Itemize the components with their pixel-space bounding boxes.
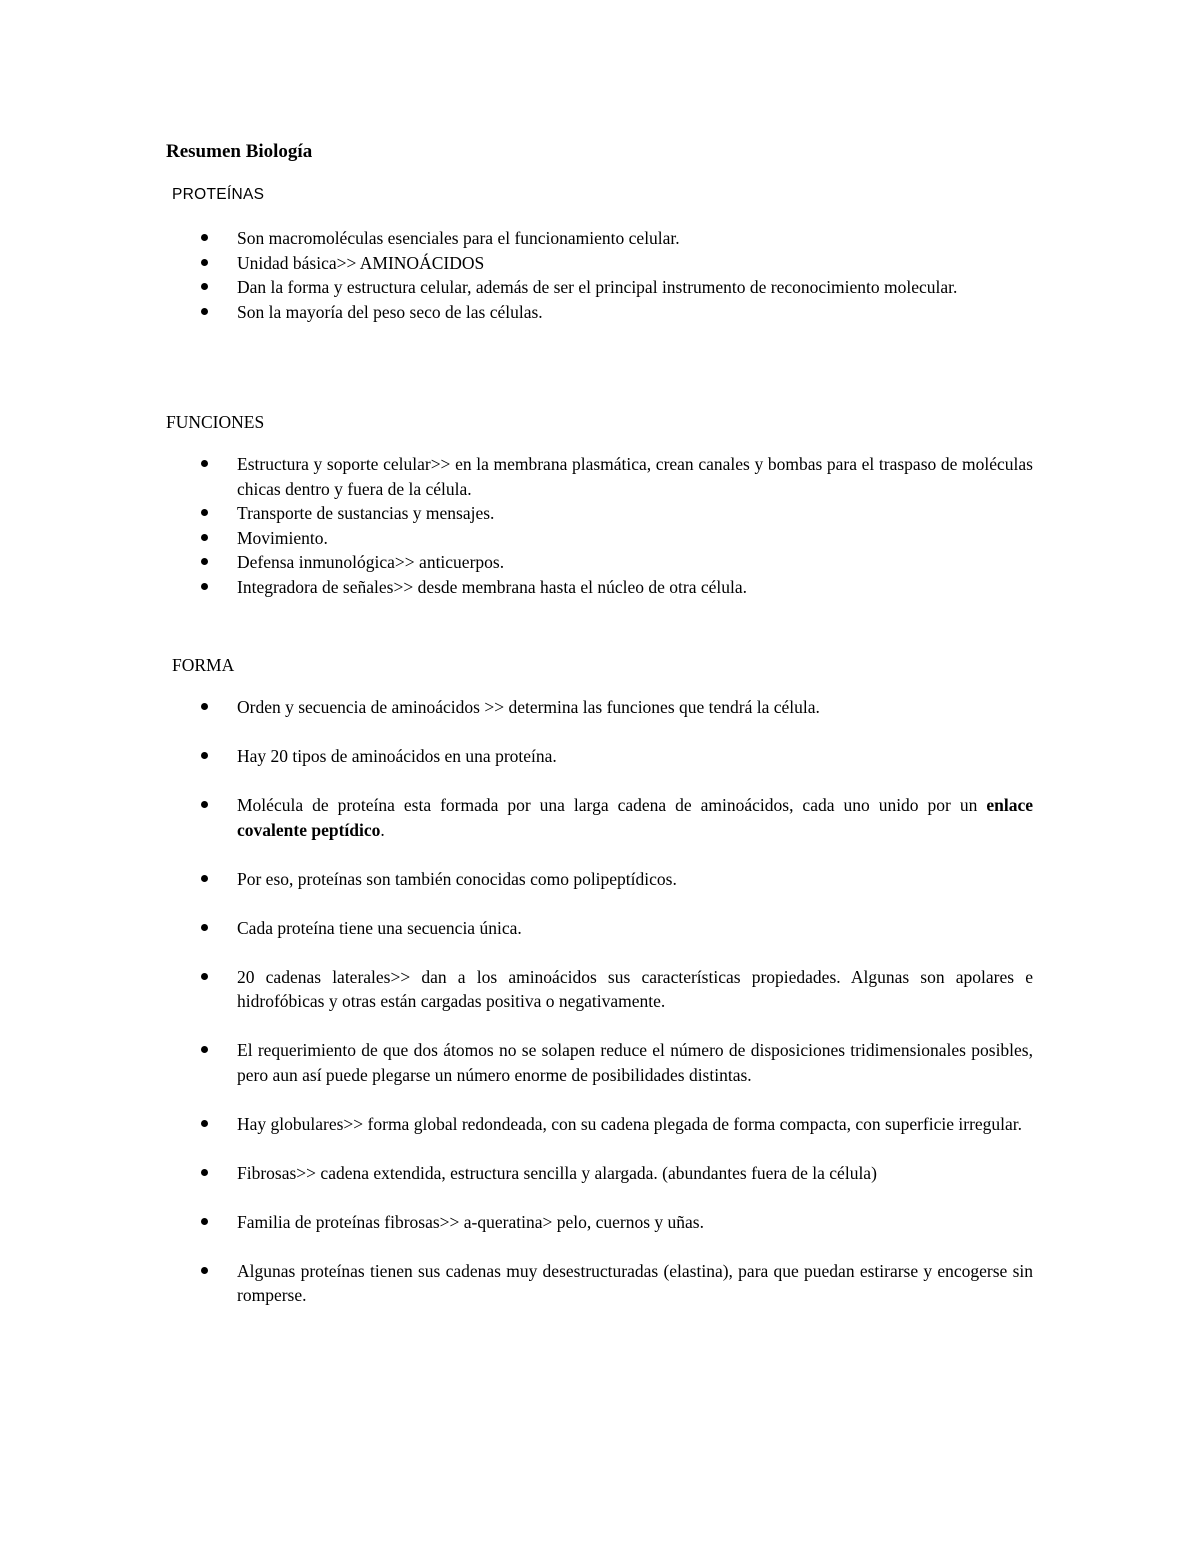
list-item: Unidad básica>> AMINOÁCIDOS (198, 251, 1033, 276)
list-funciones (198, 452, 1033, 599)
list-item: Estructura y soporte celular>> en la membrana plasmática, crean canales y bombas para el traspaso de moléculas chicas dentro y fuera de la célula. (198, 452, 1033, 501)
list-item: Movimiento. (198, 526, 1033, 551)
bullet-icon (201, 460, 208, 467)
list-proteinas (198, 226, 1033, 324)
bullet-icon (201, 259, 208, 266)
bullet-icon (201, 509, 208, 516)
list-forma (198, 695, 1033, 1308)
list-item: Hay 20 tipos de aminoácidos en una proteína. (198, 744, 1033, 769)
bullet-icon (201, 924, 208, 931)
section-heading-forma: FORMA (172, 655, 235, 675)
bullet-icon (201, 801, 208, 808)
bullet-icon (201, 1120, 208, 1127)
list-item: Familia de proteínas fibrosas>> a-queratina> pelo, cuernos y uñas. (198, 1210, 1033, 1235)
list-item: Transporte de sustancias y mensajes. (198, 501, 1033, 526)
bullet-icon (201, 703, 208, 710)
bullet-icon (201, 752, 208, 759)
list-item: Integradora de señales>> desde membrana hasta el núcleo de otra célula. (198, 575, 1033, 600)
section-heading-funciones: FUNCIONES (166, 412, 265, 432)
bullet-icon (201, 534, 208, 541)
list-item: Hay globulares>> forma global redondeada, con su cadena plegada de forma compacta, con superficie irregular. (198, 1112, 1033, 1137)
list-item: Molécula de proteína esta formada por una larga cadena de aminoácidos, cada uno unido por un enlace covalente peptídico. (198, 793, 1033, 842)
list-item: Algunas proteínas tienen sus cadenas muy desestructuradas (elastina), para que puedan estirarse y encogerse sin romperse. (198, 1259, 1033, 1308)
bullet-icon (201, 973, 208, 980)
bullet-icon (201, 875, 208, 882)
document-title: Resumen Biología (166, 141, 313, 162)
bullet-icon (201, 308, 208, 315)
list-item: 20 cadenas laterales>> dan a los aminoácidos sus características propiedades. Algunas son apolares e hidrofóbicas y otras están cargadas positiva o negativamente. (198, 965, 1033, 1014)
list-item: Cada proteína tiene una secuencia única. (198, 916, 1033, 941)
section-heading-proteinas: PROTEÍNAS (172, 186, 265, 203)
list-item: Por eso, proteínas son también conocidas como polipeptídicos. (198, 867, 1033, 892)
bullet-icon (201, 283, 208, 290)
bullet-icon (201, 1267, 208, 1274)
bullet-icon (201, 1218, 208, 1225)
bullet-icon (201, 558, 208, 565)
bullet-icon (201, 234, 208, 241)
list-item: Fibrosas>> cadena extendida, estructura sencilla y alargada. (abundantes fuera de la célula) (198, 1161, 1033, 1186)
list-item: El requerimiento de que dos átomos no se solapen reduce el número de disposiciones tridimensionales posibles, pero aun así puede plegarse un número enorme de posibilidades distintas. (198, 1038, 1033, 1087)
list-item: Defensa inmunológica>> anticuerpos. (198, 550, 1033, 575)
list-item: Son macromoléculas esenciales para el funcionamiento celular. (198, 226, 1033, 251)
bold-term: enlace covalente peptídico (237, 795, 1033, 840)
list-item: Orden y secuencia de aminoácidos >> determina las funciones que tendrá la célula. (198, 695, 1033, 720)
bullet-icon (201, 1169, 208, 1176)
list-item: Dan la forma y estructura celular, además de ser el principal instrumento de reconocimiento molecular. (198, 275, 1033, 300)
list-item: Son la mayoría del peso seco de las células. (198, 300, 1033, 325)
bullet-icon (201, 1046, 208, 1053)
bullet-icon (201, 583, 208, 590)
